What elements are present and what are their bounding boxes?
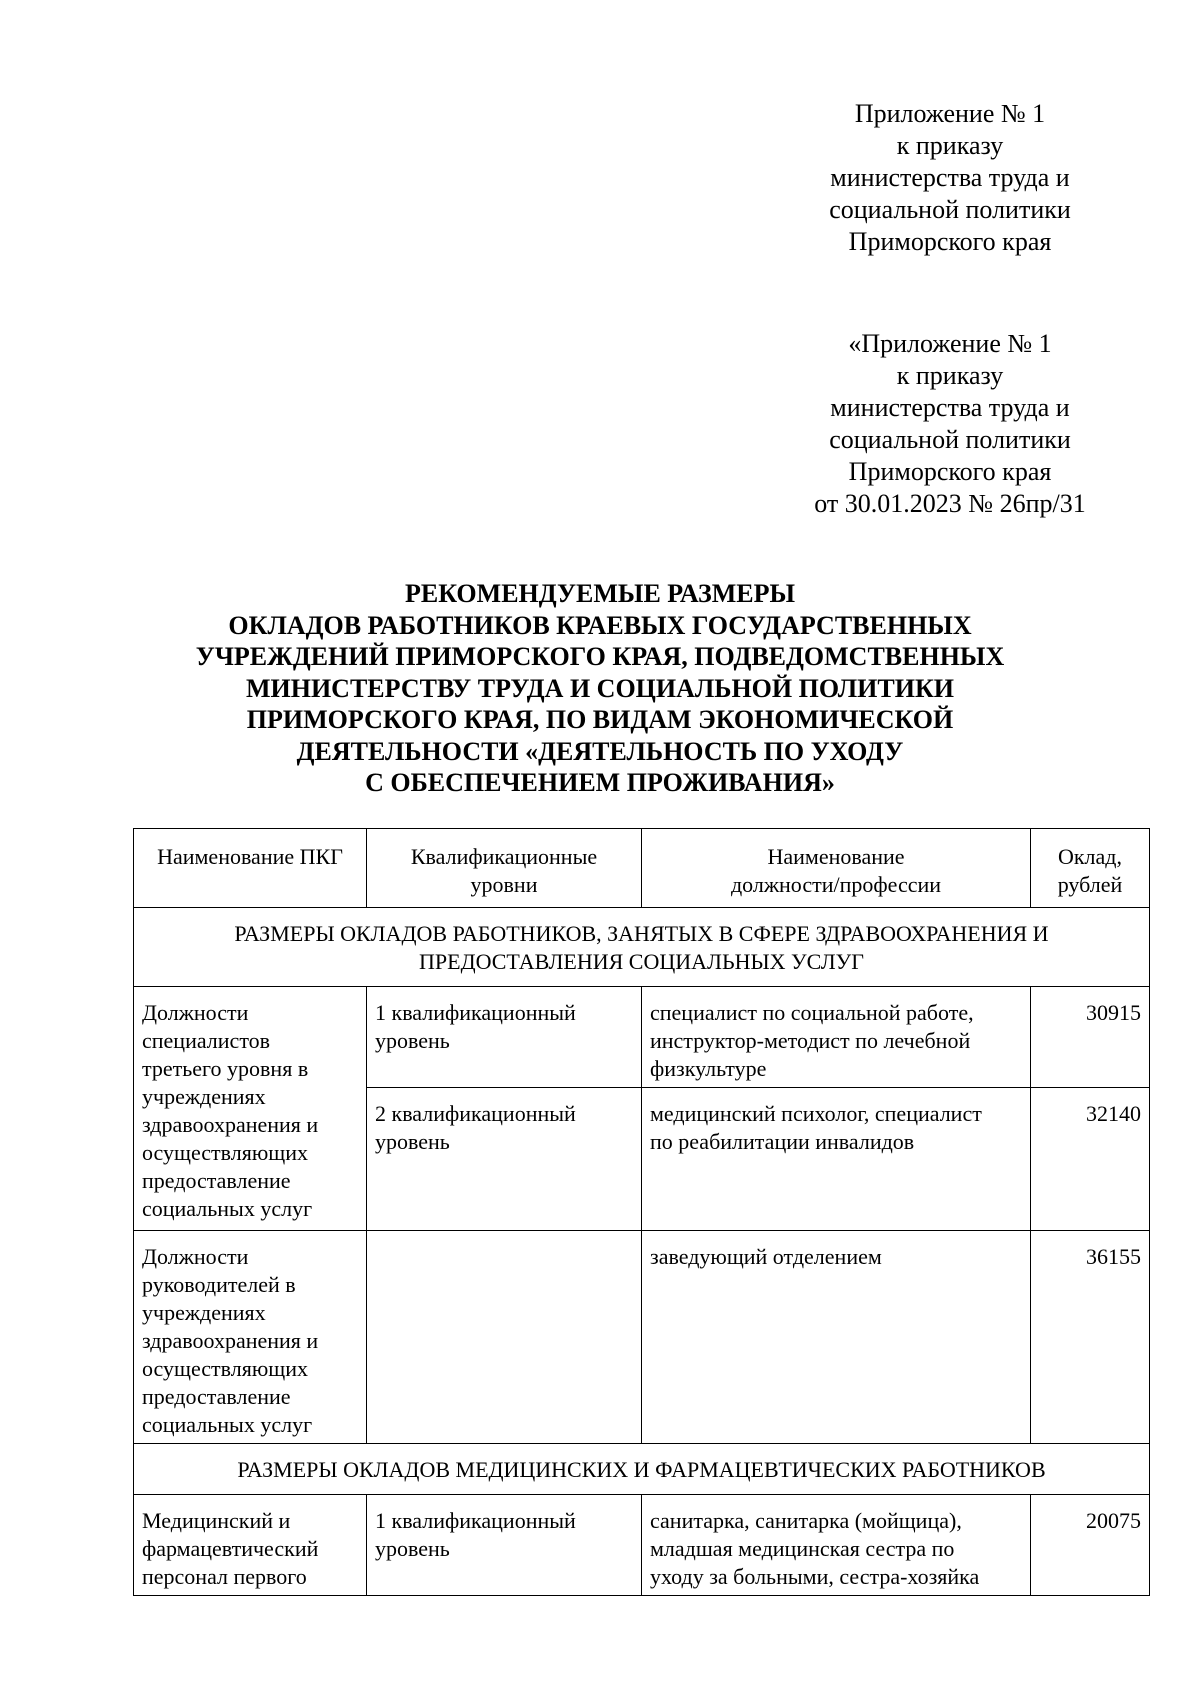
salary-value: 32140 [1086, 1101, 1141, 1126]
title-line: МИНИСТЕРСТВУ ТРУДА И СОЦИАЛЬНОЙ ПОЛИТИКИ [245, 673, 955, 703]
appendix-line: Приложение № 1 [854, 99, 1046, 128]
header-pkg [134, 829, 367, 908]
position-cell [642, 987, 1031, 1088]
appendix-header-current [780, 98, 1120, 258]
pkg-cell [134, 1231, 367, 1444]
header-position [642, 829, 1031, 908]
section-line: РАЗМЕРЫ ОКЛАДОВ РАБОТНИКОВ, ЗАНЯТЫХ В СФЕРЕ ЗДРАВООХРАНЕНИЯ И [234, 921, 1049, 946]
position-line: специалист по социальной работе, [650, 1000, 974, 1025]
level-cell [367, 1495, 642, 1596]
salary-value: 30915 [1086, 1000, 1141, 1025]
table-header-row [134, 829, 1150, 908]
salary-value: 36155 [1086, 1244, 1141, 1269]
title-line: С ОБЕСПЕЧЕНИЕМ ПРОЖИВАНИЯ» [365, 768, 835, 797]
appendix-line: социальной политики [829, 425, 1071, 454]
header-salary [1031, 829, 1150, 908]
document-title [120, 578, 1080, 799]
title-line: РЕКОМЕНДУЕМЫЕ РАЗМЕРЫ [405, 579, 795, 608]
level-line: уровень [375, 1129, 450, 1154]
pkg-line: здравоохранения и [142, 1328, 319, 1353]
table-row [134, 1495, 1150, 1596]
level-cell-empty [367, 1231, 642, 1444]
section-row [134, 908, 1150, 987]
level-line: 1 квалификационный [375, 1000, 576, 1025]
pkg-cell [134, 987, 367, 1231]
header-line: рублей [1057, 872, 1123, 897]
appendix-line: министерства труда и [830, 163, 1070, 192]
salary-cell [1031, 1088, 1150, 1231]
pkg-line: предоставление [142, 1168, 291, 1193]
appendix-line: министерства труда и [830, 393, 1070, 422]
appendix-line: Приморского края [848, 457, 1052, 486]
position-cell [642, 1495, 1031, 1596]
table-row [134, 987, 1150, 1088]
appendix-line: Приморского края [848, 227, 1052, 256]
appendix-line: от 30.01.2023 № 26пр/31 [814, 489, 1086, 518]
salary-cell [1031, 1495, 1150, 1596]
header-line: уровни [470, 872, 538, 897]
section-heading [134, 1444, 1150, 1495]
pkg-line: персонал первого [142, 1564, 307, 1589]
level-line: 2 квалификационный [375, 1101, 576, 1126]
header-pkg-text: Наименование ПКГ [157, 844, 343, 869]
position-line: медицинский психолог, специалист [650, 1101, 982, 1126]
table-row [134, 1231, 1150, 1444]
title-line: УЧРЕЖДЕНИЙ ПРИМОРСКОГО КРАЯ, ПОДВЕДОМСТВЕННЫХ [195, 642, 1005, 671]
position-line: по реабилитации инвалидов [650, 1129, 915, 1154]
level-line: 1 квалификационный [375, 1508, 576, 1533]
position-line: инструктор-методист по лечебной [650, 1028, 971, 1053]
pkg-line: осуществляющих [142, 1140, 308, 1165]
header-line: Оклад, [1057, 844, 1122, 869]
pkg-line: предоставление [142, 1384, 291, 1409]
position-line: санитарка, санитарка (мойщица), [650, 1508, 962, 1533]
header-levels [367, 829, 642, 908]
header-line: Наименование [767, 844, 905, 869]
pkg-cell [134, 1495, 367, 1596]
position-line: младшая медицинская сестра по [650, 1536, 955, 1561]
appendix-line: «Приложение № 1 [848, 329, 1052, 358]
pkg-line: социальных услуг [142, 1196, 313, 1221]
salary-value: 20075 [1086, 1508, 1141, 1533]
section-row [134, 1444, 1150, 1495]
pkg-line: учреждениях [142, 1300, 266, 1325]
salary-cell [1031, 1231, 1150, 1444]
position-line: уходу за больными, сестра-хозяйка [650, 1564, 980, 1589]
pkg-line: Должности [142, 1244, 249, 1269]
appendix-line: социальной политики [829, 195, 1071, 224]
position-line: физкультуре [650, 1056, 767, 1081]
title-line: ДЕЯТЕЛЬНОСТИ «ДЕЯТЕЛЬНОСТЬ ПО УХОДУ [296, 736, 904, 766]
section-line: ПРЕДОСТАВЛЕНИЯ СОЦИАЛЬНЫХ УСЛУГ [419, 949, 864, 974]
salary-cell [1031, 987, 1150, 1088]
section-line: РАЗМЕРЫ ОКЛАДОВ МЕДИЦИНСКИХ И ФАРМАЦЕВТИЧЕСКИХ РАБОТНИКОВ [237, 1457, 1046, 1482]
title-line: ОКЛАДОВ РАБОТНИКОВ КРАЕВЫХ ГОСУДАРСТВЕННЫХ [228, 610, 972, 640]
header-line: Квалификационные [410, 844, 598, 869]
appendix-line: к приказу [896, 131, 1004, 160]
pkg-line: фармацевтический [142, 1536, 319, 1561]
pkg-line: учреждениях [142, 1084, 266, 1109]
position-line: заведующий отделением [650, 1244, 882, 1269]
appendix-header-original [780, 328, 1120, 520]
pkg-line: третьего уровня в [142, 1056, 309, 1081]
pkg-line: Должности [142, 1000, 249, 1025]
level-line: уровень [375, 1536, 450, 1561]
pkg-line: специалистов [142, 1028, 271, 1053]
pkg-line: Медицинский и [142, 1508, 291, 1533]
level-cell [367, 1088, 642, 1231]
appendix-line: к приказу [896, 361, 1004, 390]
pkg-line: социальных услуг [142, 1412, 313, 1437]
level-cell [367, 987, 642, 1088]
level-line: уровень [375, 1028, 450, 1053]
position-cell [642, 1231, 1031, 1444]
salary-table [133, 828, 1150, 1596]
pkg-line: руководителей в [142, 1272, 296, 1297]
position-cell [642, 1088, 1031, 1231]
title-line: ПРИМОРСКОГО КРАЯ, ПО ВИДАМ ЭКОНОМИЧЕСКОЙ [246, 705, 954, 734]
pkg-line: здравоохранения и [142, 1112, 319, 1137]
section-heading [134, 908, 1150, 987]
header-line: должности/профессии [730, 872, 942, 897]
pkg-line: осуществляющих [142, 1356, 308, 1381]
